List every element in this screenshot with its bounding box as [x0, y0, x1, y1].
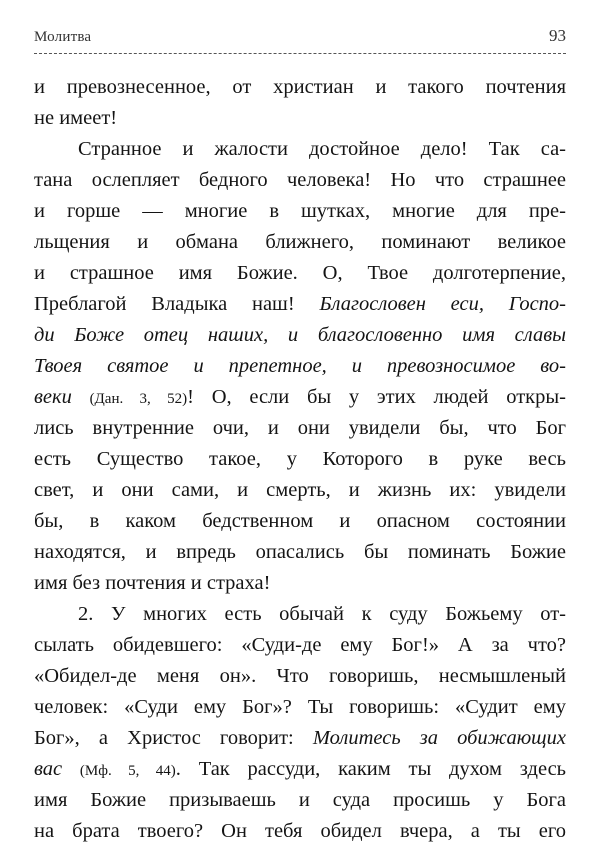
italic-quote: Благословен еси, Госпо-	[319, 293, 567, 315]
text-line	[34, 258, 566, 289]
italic-quote: вас	[34, 758, 63, 780]
text-run: Бог», а Христос говорит:	[34, 727, 313, 749]
text-run: человек: «Суди ему Бог»? Ты говоришь: «Судит ему	[34, 696, 566, 718]
italic-quote: Молитесь за обижающих	[312, 727, 567, 749]
text-run: и страшное имя Божие. О, Твое долготерпение,	[34, 262, 566, 284]
text-line	[34, 134, 566, 165]
text-run: имя Божие призываешь и суда просишь у Бога	[34, 789, 566, 811]
text-run: свет, и они сами, и смерть, и жизнь их: увидели	[34, 479, 566, 501]
text-line	[34, 165, 566, 196]
italic-quote: веки	[34, 386, 72, 408]
text-line	[34, 444, 566, 475]
text-line	[34, 382, 566, 413]
text-line	[34, 475, 566, 506]
text-line	[34, 630, 566, 661]
text-run: не имеет!	[34, 107, 118, 129]
text-line	[34, 227, 566, 258]
text-run: на брата твоего? Он тебя обидел вчера, а ты его	[34, 820, 566, 842]
text-run: имя без почтения и страха!	[34, 572, 271, 594]
text-run: Странное и жалости достойное дело! Так са-	[78, 138, 566, 160]
header-rule	[34, 53, 566, 54]
text-line	[34, 537, 566, 568]
page-header	[34, 24, 566, 46]
body-text	[34, 72, 566, 847]
text-line	[34, 320, 566, 351]
text-run	[72, 386, 90, 408]
text-line	[34, 196, 566, 227]
text-run: ! О, если бы у этих людей откры-	[187, 386, 566, 408]
text-run: «Обидел-де меня он». Что говоришь, несмышленый	[34, 665, 566, 687]
text-run: и превознесенное, от христиан и такого почтения	[34, 76, 566, 98]
text-line	[34, 351, 566, 382]
text-run: находятся, и впредь опасались бы поминать Божие	[34, 541, 566, 563]
text-line	[34, 754, 566, 785]
page-number: 93	[549, 26, 566, 45]
text-run: есть Существо такое, у Которого в руке весь	[34, 448, 566, 470]
scripture-reference: (Дан. 3, 52)	[89, 391, 188, 407]
text-run: сылать обидевшего: «Суди-де ему Бог!» А за что?	[34, 634, 566, 656]
text-line	[34, 723, 566, 754]
text-run: тана ослепляет бедного человека! Но что страшнее	[34, 169, 566, 191]
text-line	[34, 289, 566, 320]
italic-quote: ди Боже отец наших, и благословенно имя славы	[34, 324, 566, 346]
text-line	[34, 661, 566, 692]
text-line	[34, 599, 566, 630]
text-run: . Так рассуди, каким ты духом здесь	[175, 758, 567, 780]
text-run: бы, в каком бедственном и опасном состоянии	[34, 510, 566, 532]
text-line	[34, 816, 566, 847]
italic-quote: Твоея святое и препетное, и превозносимое во-	[34, 355, 566, 377]
scripture-reference: (Мф. 5, 44)	[79, 763, 176, 779]
text-line	[34, 785, 566, 816]
text-run: и горше — многие в шутках, многие для пре-	[34, 200, 566, 222]
running-title: Молитва	[34, 29, 92, 45]
text-run: лись внутренние очи, и они увидели бы, что Бог	[34, 417, 566, 439]
text-line	[34, 413, 566, 444]
text-line	[34, 506, 566, 537]
text-line	[34, 72, 566, 103]
text-run: 2. У многих есть обычай к суду Божьему от-	[78, 603, 566, 625]
text-line	[34, 103, 566, 134]
text-line	[34, 568, 566, 599]
text-run: Преблагой Владыка наш!	[34, 293, 320, 315]
text-line	[34, 692, 566, 723]
text-run	[62, 758, 80, 780]
text-run: льщения и обмана ближнего, поминают великое	[34, 231, 566, 253]
